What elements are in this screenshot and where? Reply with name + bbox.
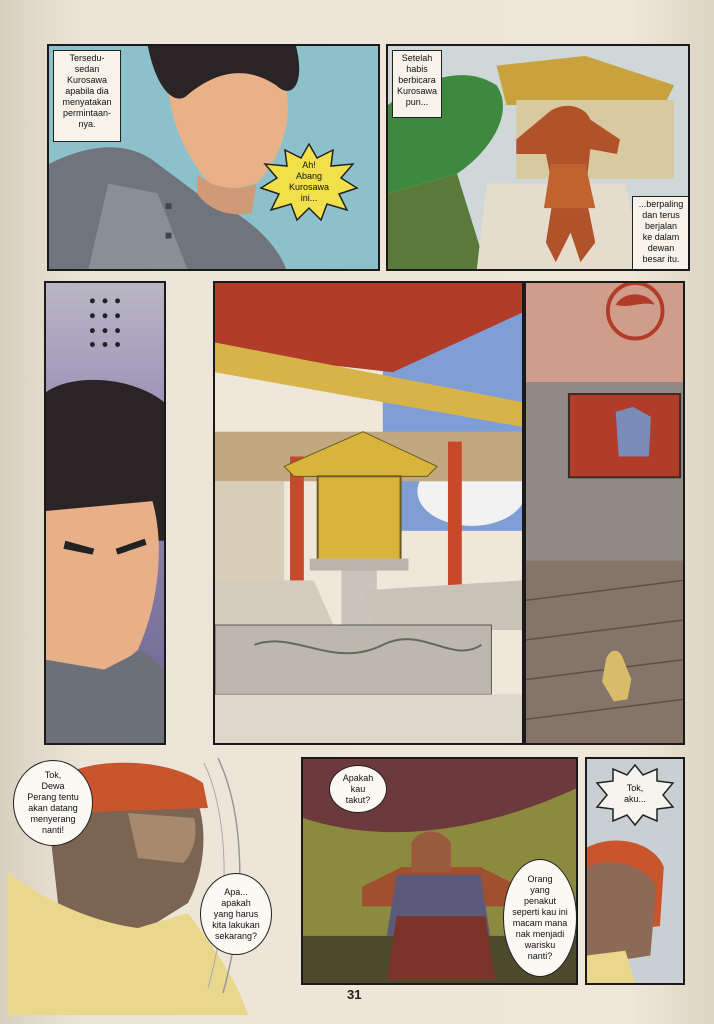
panel-walking-to-hall [386, 44, 690, 271]
narration-caption-top: Setelah habis berbicara Kurosawa pun... [392, 50, 442, 118]
speech-bubble-dewa-perang: Tok, Dewa Perang tentu akan datang menyerang nanti! [13, 760, 93, 846]
panel-temple-lantern [213, 281, 524, 745]
speech-bubble-tok-aku: Tok, aku... [623, 783, 646, 804]
panel-kurosawa-determined [44, 281, 166, 745]
panel-old-master-worried [8, 753, 292, 1015]
speech-bubble-apakah-takut: Apakah kau takut? [329, 765, 387, 813]
shout-bubble: Ah! Abang Kurosawa ini... [288, 160, 330, 203]
page-number: 31 [347, 987, 362, 1002]
speech-bubble-orang-penakut: Orang yang penakut seperti kau ini macam mana nak menjadi warisku nanti? [503, 859, 577, 977]
narration-caption: Tersedu- sedan Kurosawa apabila dia menyatakan permintaan- nya. [53, 50, 121, 142]
temple-courtyard-art [215, 283, 522, 743]
kurosawa-closeup-art [46, 283, 164, 743]
panel-great-hall [524, 281, 685, 745]
great-hall-art [526, 283, 683, 743]
speech-bubble-apa-lakukan: Apa... apakah yang harus kita lakukan sekarang? [200, 873, 272, 955]
panel-demon-warrior [301, 757, 578, 985]
panel-kurosawa-tearful [47, 44, 380, 271]
panel-old-master-reply [585, 757, 685, 985]
narration-caption-bottom: ...berpaling dan terus berjalan ke dalam dewan besar itu. [632, 196, 690, 271]
